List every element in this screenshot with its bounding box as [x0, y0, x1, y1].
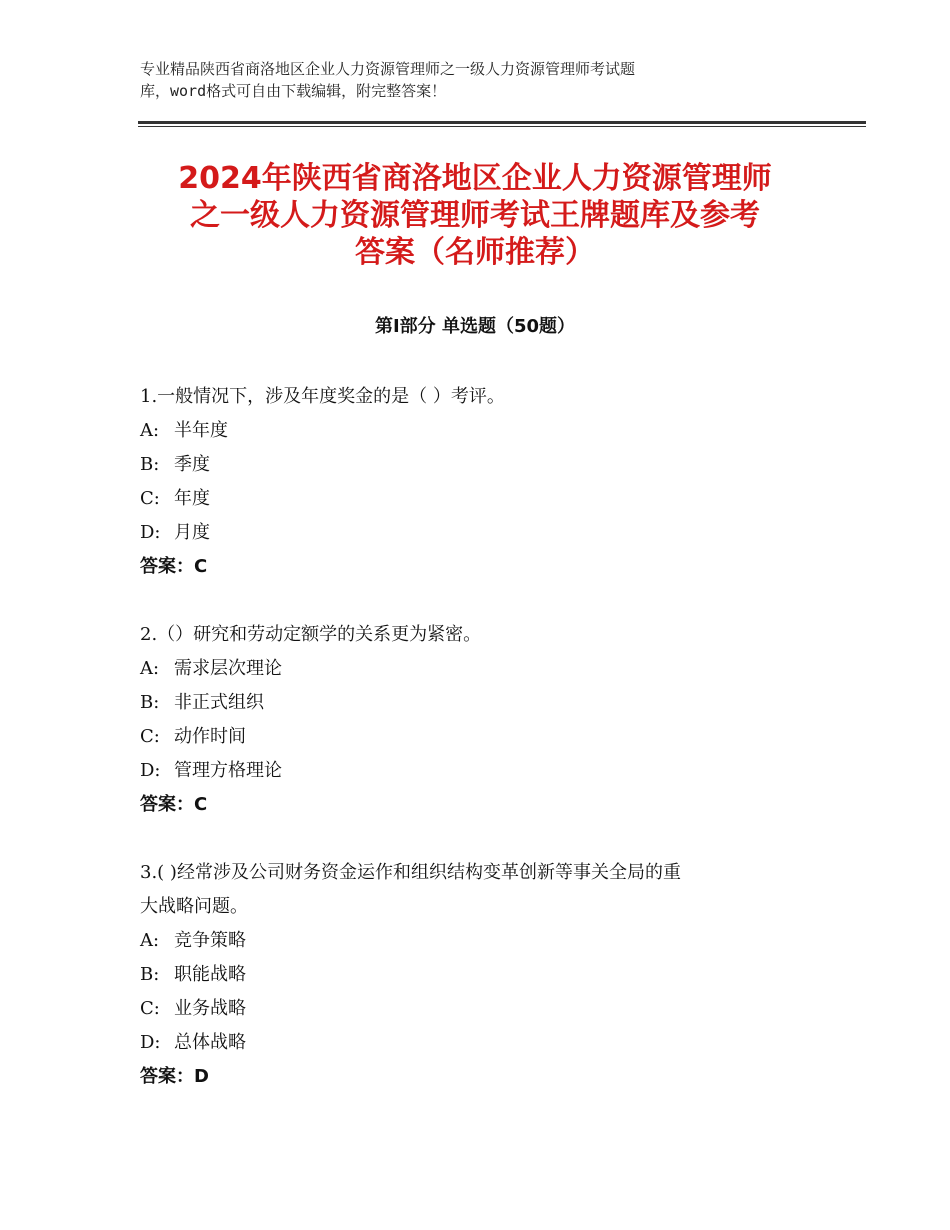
section-title: 第Ⅰ部分 单选题（50题） — [374, 316, 575, 337]
option-d — [140, 754, 820, 788]
option-text: 需求层次理论 — [174, 658, 282, 679]
option-letter: B: — [140, 454, 160, 475]
document-title-line-2: 之一级人力资源管理师考试王牌题库及参考 — [190, 198, 760, 233]
option-text: 非正式组织 — [174, 692, 264, 713]
option-text: 职能战略 — [174, 964, 246, 985]
document-title-line-3: 答案（名师推荐） — [355, 235, 595, 270]
option-text: 业务战略 — [174, 998, 246, 1019]
header-note — [140, 58, 780, 102]
answer-label: 答案：C — [140, 556, 208, 577]
option-c — [140, 482, 820, 516]
option-text: 季度 — [174, 454, 210, 475]
option-letter: B: — [140, 964, 160, 985]
question-stem: 3.( )经常涉及公司财务资金运作和组织结构变革创新等事关全局的重 — [140, 862, 681, 883]
option-letter: C: — [140, 488, 160, 509]
option-letter: D: — [140, 1032, 161, 1053]
header-divider-thick — [138, 121, 866, 124]
option-letter: C: — [140, 726, 160, 747]
question-2 — [140, 618, 820, 822]
option-text: 月度 — [174, 522, 210, 543]
option-a — [140, 652, 820, 686]
option-c — [140, 992, 820, 1026]
option-letter: A: — [140, 658, 160, 679]
option-c — [140, 720, 820, 754]
option-d — [140, 1026, 820, 1060]
option-letter: D: — [140, 522, 161, 543]
question-stem-continued: 大战略问题。 — [140, 896, 248, 917]
question-stem: 1.一般情况下，涉及年度奖金的是（ ）考评。 — [140, 386, 505, 407]
option-text: 竞争策略 — [174, 930, 246, 951]
option-letter: A: — [140, 930, 160, 951]
option-a — [140, 414, 820, 448]
header-divider-thin — [138, 126, 866, 127]
question-stem: 2.（）研究和劳动定额学的关系更为紧密。 — [140, 624, 482, 645]
option-b — [140, 686, 820, 720]
question-1 — [140, 380, 820, 584]
option-a — [140, 924, 820, 958]
header-note-line-2: 库，word格式可自由下载编辑，附完整答案！ — [140, 82, 447, 100]
option-letter: C: — [140, 998, 160, 1019]
option-b — [140, 448, 820, 482]
option-letter: B: — [140, 692, 160, 713]
option-text: 管理方格理论 — [174, 760, 282, 781]
option-letter: D: — [140, 760, 161, 781]
document-title-line-1: 2024年陕西省商洛地区企业人力资源管理师 — [178, 161, 772, 196]
option-letter: A: — [140, 420, 160, 441]
document-title — [100, 160, 850, 271]
option-d — [140, 516, 820, 550]
option-text: 动作时间 — [174, 726, 246, 747]
header-note-line-1: 专业精品陕西省商洛地区企业人力资源管理师之一级人力资源管理师考试题 — [140, 60, 636, 78]
option-text: 年度 — [174, 488, 210, 509]
option-b — [140, 958, 820, 992]
option-text: 半年度 — [174, 420, 228, 441]
option-text: 总体战略 — [174, 1032, 246, 1053]
question-3 — [140, 856, 820, 1094]
answer-label: 答案：D — [140, 1066, 209, 1087]
answer-label: 答案：C — [140, 794, 208, 815]
